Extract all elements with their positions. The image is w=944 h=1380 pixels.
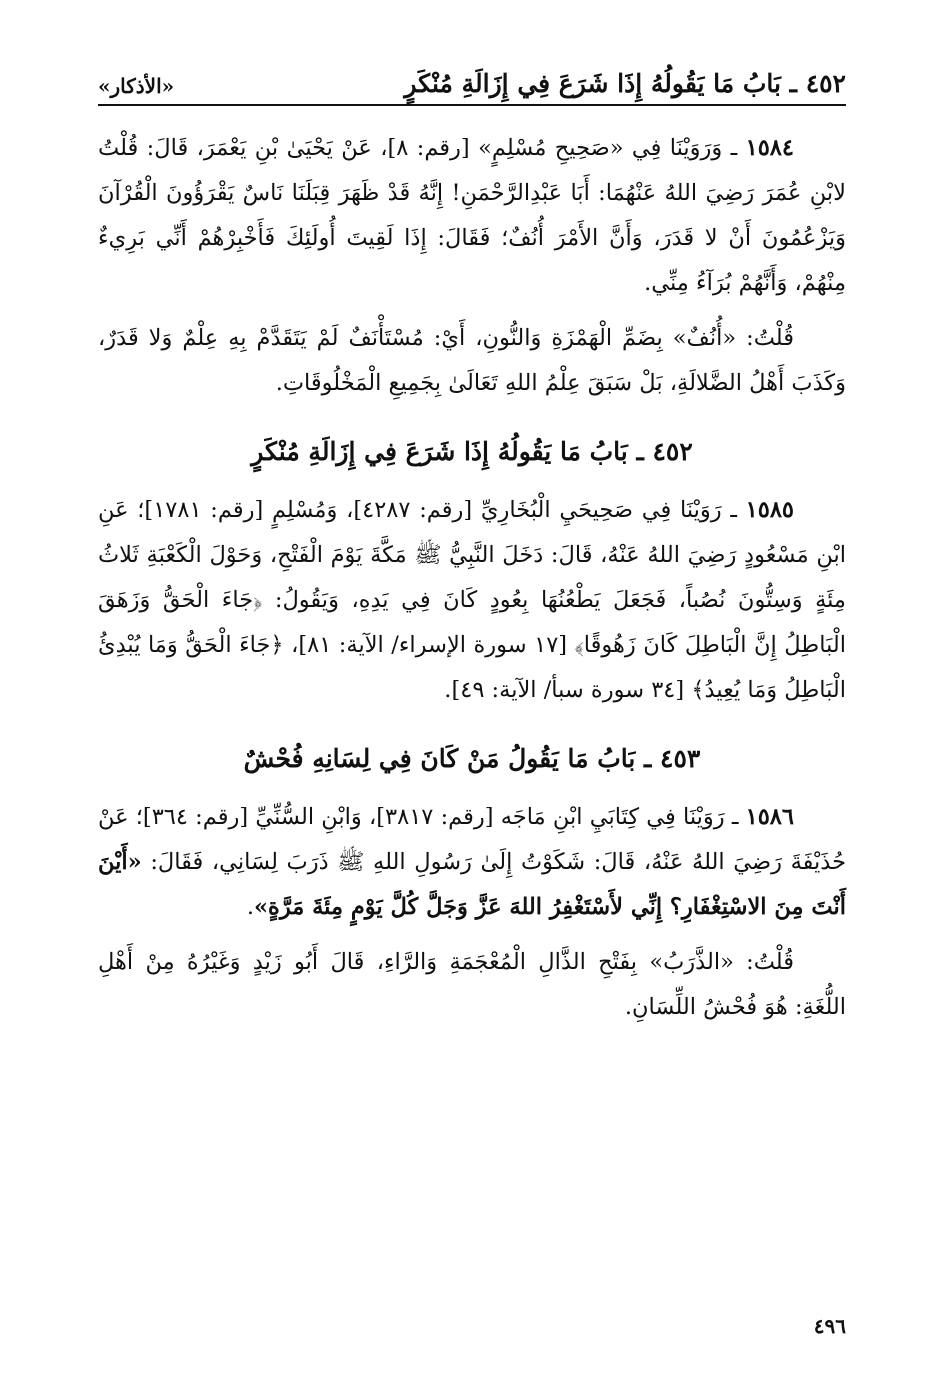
- sentence-end: .: [246, 894, 254, 920]
- note-text: قُلْتُ: «أُنُفٌ» بِضَمِّ الْهَمْزَةِ وَالنُّونِ، أَيْ: مُسْتَأْنَفٌ لَمْ يَتَقَدَّمْ بِهِ عِلْمٌ وَلا قَدَرٌ، وَكَذَبَ أَهْلُ الضَّلالَةِ، بَلْ سَبَقَ عِلْمُ اللهِ تَعَالَىٰ بِجَمِيعِ الْمَخْلُوقَاتِ.: [98, 325, 846, 396]
- hadith-text: ـ رَوَيْنَا فِي كِتَابَيِ ابْنِ مَاجَه [رقم: ٣٨١٧]، وَابْنِ السُّنِّيِّ [رقم: ٣٦٤]؛ عَنْ حُذَيْفَةَ رَضِيَ اللهُ عَنْهُ، قَالَ: شَكَوْتُ إِلَىٰ رَسُولِ اللهِ ﷺ ذَرَبَ لِسَانِي، فَقَالَ:: [98, 804, 846, 875]
- hadith-1584: [98, 126, 846, 306]
- page-content: [98, 126, 846, 1030]
- prophetic-quote: «أَيْنَ أَنْتَ مِنَ الاسْتِغْفَارِ؟ إِنِّي لأَسْتَغْفِرُ اللهَ عَزَّ وَجَلَّ كُلَّ يَوْمٍ مِئَةَ مَرَّةٍ»: [98, 849, 846, 920]
- book-name: «الأذكار»: [98, 74, 175, 98]
- hadith-1586: [98, 795, 846, 930]
- hadith-number: ١٥٨٥: [745, 497, 794, 523]
- note-text: قُلْتُ: «الذَّرَبُ» بِفَتْحِ الذَّالِ الْمُعْجَمَةِ وَالرَّاءِ، قَالَ أَبُو زَيْدٍ وَغَيْرُهُ مِنْ أَهْلِ اللُّغَةِ: هُوَ فُحْشُ اللِّسَانِ.: [98, 949, 846, 1020]
- hadith-1585: [98, 488, 846, 713]
- hadith-number: ١٥٨٤: [745, 135, 794, 161]
- document-page: [98, 56, 846, 1346]
- commentary-note: [98, 940, 846, 1030]
- running-title: ٤٥٢ ـ بَابُ مَا يَقُولُهُ إِذَا شَرَعَ فِي إِزَالَةِ مُنْكَرٍ: [404, 69, 846, 98]
- commentary-note: [98, 316, 846, 406]
- page-number: ٤٩٦: [813, 1314, 846, 1338]
- hadith-text: ـ رَوَيْنَا فِي صَحِيحَيِ الْبُخَارِيِّ [رقم: ٤٢٨٧]، وَمُسْلِمٍ [رقم: ١٧٨١]؛ عَنِ ابْنِ مَسْعُودٍ رَضِيَ اللهُ عَنْهُ، قَالَ: دَخَلَ النَّبِيُّ ﷺ مَكَّةَ يَوْمَ الْفَتْحِ، وَحَوْلَ الْكَعْبَةِ ثَلاثُ مِئَةٍ وَسِتُّونَ نُصُباً، فَجَعَلَ يَطْعُنُهَا بِعُودٍ كَانَ فِي يَدِهِ، وَيَقُولُ: ﴿جَاءَ الْحَقُّ وَزَهَقَ الْبَاطِلُ إِنَّ الْبَاطِلَ كَانَ زَهُوقًا﴾ [١٧ سورة الإسراء/ الآية: ٨١]، ﴿جَاءَ الْحَقُّ وَمَا يُبْدِئُ الْبَاطِلُ وَمَا يُعِيدُ﴾ [٣٤ سورة سبأ/ الآية: ٤٩].: [98, 497, 846, 703]
- page-header: [98, 56, 846, 106]
- hadith-text: ـ وَرَوَيْنَا فِي «صَحِيحِ مُسْلِمٍ» [رقم: ٨]، عَنْ يَحْيَىٰ بْنِ يَعْمَرَ، قَالَ: قُلْتُ لابْنِ عُمَرَ رَضِيَ اللهُ عَنْهُمَا: أَبَا عَبْدِالرَّحْمَنِ! إِنَّهُ قَدْ ظَهَرَ قِبَلَنَا نَاسٌ يَقْرَؤُونَ الْقُرْآنَ وَيَزْعُمُونَ أَنْ لا قَدَرَ، وَأَنَّ الأَمْرَ أُنُفٌ؛ فَقَالَ: إِذَا لَقِيتَ أُولَئِكَ فَأَخْبِرْهُمْ أَنِّي بَرِيءٌ مِنْهُمْ، وَأَنَّهُمْ بُرَآءُ مِنِّي.: [98, 135, 846, 296]
- chapter-title-452: ٤٥٢ ـ بَابُ مَا يَقُولُهُ إِذَا شَرَعَ فِي إِزَالَةِ مُنْكَرٍ: [251, 437, 693, 466]
- chapter-title-453: ٤٥٣ ـ بَابُ مَا يَقُولُ مَنْ كَانَ فِي لِسَانِهِ فُحْشٌ: [243, 744, 701, 773]
- hadith-number: ١٥٨٦: [745, 804, 794, 830]
